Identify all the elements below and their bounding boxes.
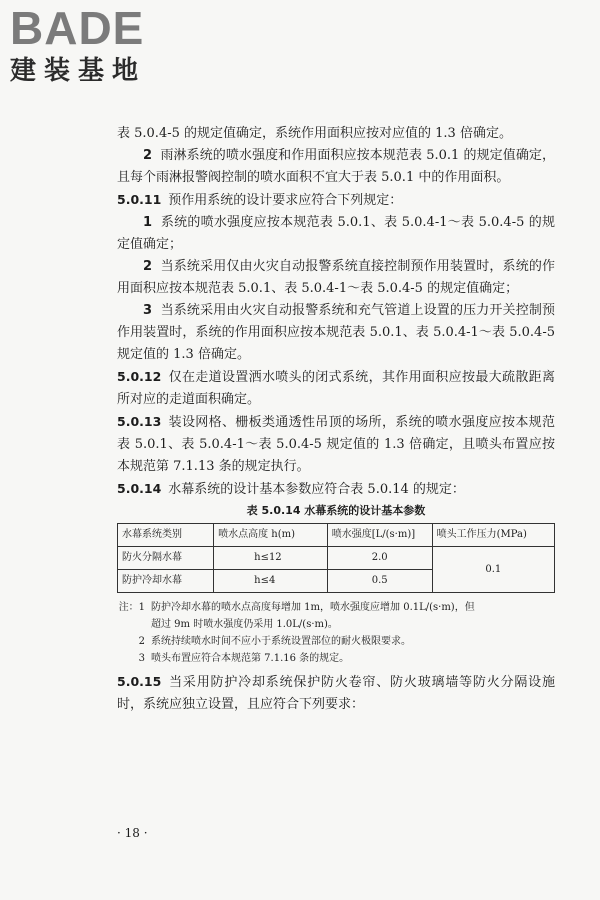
table-title: 表 5.0.14 水幕系统的设计基本参数 xyxy=(246,504,426,517)
clause-number: 5.0.15 xyxy=(117,674,162,689)
table-header: 水幕系统类别 xyxy=(118,524,214,547)
table-header: 喷头工作压力(MPa) xyxy=(432,524,554,547)
note-item: 注：1 防护冷却水幕的喷水点高度每增加 1m，喷水强度应增加 0.1L/(s·m)，但 xyxy=(118,602,475,613)
table-cell: 防火分隔水幕 xyxy=(118,547,214,570)
table-notes xyxy=(117,599,555,667)
logo-wordmark: BADE xyxy=(10,2,145,54)
clause-item: 3 当系统采用由火灾自动报警系统和充气管道上设置的压力开关控制预作用装置时，系统的作用面积应按本规范表 5.0.1、表 5.0.4-1～表 5.0.4-5 规定值的 1.3 倍确定。 xyxy=(117,303,555,362)
clause-number: 5.0.11 xyxy=(117,192,162,207)
clause-5-0-15: 5.0.15 当采用防护冷却系统保护防火卷帘、防火玻璃墙等防火分隔设施时，系统应独立设置，且应符合下列要求： xyxy=(117,674,555,712)
clause-number: 5.0.13 xyxy=(117,414,162,429)
table-header-row xyxy=(118,524,555,547)
clause-5-0-13: 5.0.13 装设网格、栅板类通透性吊顶的场所，系统的喷水强度应按本规范表 5.0.1、表 5.0.4-1～表 5.0.4-5 规定值的 1.3 倍确定，且喷头布置应按本规范第 7.1.13 条的规定执行。 xyxy=(117,414,555,474)
clause-item: 1 系统的喷水强度应按本规范表 5.0.1、表 5.0.4-1～表 5.0.4-5 的规定值确定； xyxy=(117,215,556,252)
clause-5-0-11: 5.0.11 预作用系统的设计要求应符合下列规定： xyxy=(117,192,403,208)
clause-5-0-12: 5.0.12 仅在走道设置洒水喷头的闭式系统，其作用面积应按最大疏散距离所对应的走道面积确定。 xyxy=(117,369,555,407)
parameter-table xyxy=(117,523,555,593)
page-number: · 18 · xyxy=(117,826,148,840)
note-item: 3 喷头布置应符合本规范第 7.1.16 条的规定。 xyxy=(138,653,350,664)
table-cell: h≤12 xyxy=(214,547,328,570)
document-page xyxy=(117,123,555,716)
clause-number: 5.0.14 xyxy=(117,481,162,496)
note-continuation: 超过 9m 时喷水强度仍采用 1.0L/(s·m)。 xyxy=(151,619,338,630)
logo-subtitle: 建装基地 xyxy=(10,56,147,86)
clause-number: 5.0.12 xyxy=(117,369,162,384)
table-row xyxy=(118,547,555,570)
table-cell: 2.0 xyxy=(327,547,432,570)
table-cell: 防护冷却水幕 xyxy=(118,570,214,593)
note-item: 2 系统持续喷水时间不应小于系统设置部位的耐火极限要求。 xyxy=(138,636,411,647)
clause-item: 2 当系统采用仅由火灾自动报警系统直接控制预作用装置时，系统的作用面积应按本规范表 5.0.1、表 5.0.4-1～表 5.0.4-5 的规定值确定； xyxy=(117,259,555,296)
paragraph: 表 5.0.4-5 的规定值确定，系统作用面积应按对应值的 1.3 倍确定。 xyxy=(117,126,512,141)
table-cell: 0.5 xyxy=(327,570,432,593)
table-header: 喷水点高度 h(m) xyxy=(214,524,328,547)
table-header: 喷水强度[L/(s·m)] xyxy=(327,524,432,547)
brand-logo xyxy=(10,2,146,86)
clause-5-0-14: 5.0.14 水幕系统的设计基本参数应符合表 5.0.14 的规定： xyxy=(117,481,465,497)
table-cell: 0.1 xyxy=(432,547,554,593)
clause-item: 2 雨淋系统的喷水强度和作用面积应按本规范表 5.0.1 的规定值确定，且每个雨淋报警阀控制的喷水面积不宜大于表 5.0.1 中的作用面积。 xyxy=(117,148,555,185)
table-cell: h≤4 xyxy=(214,570,328,593)
